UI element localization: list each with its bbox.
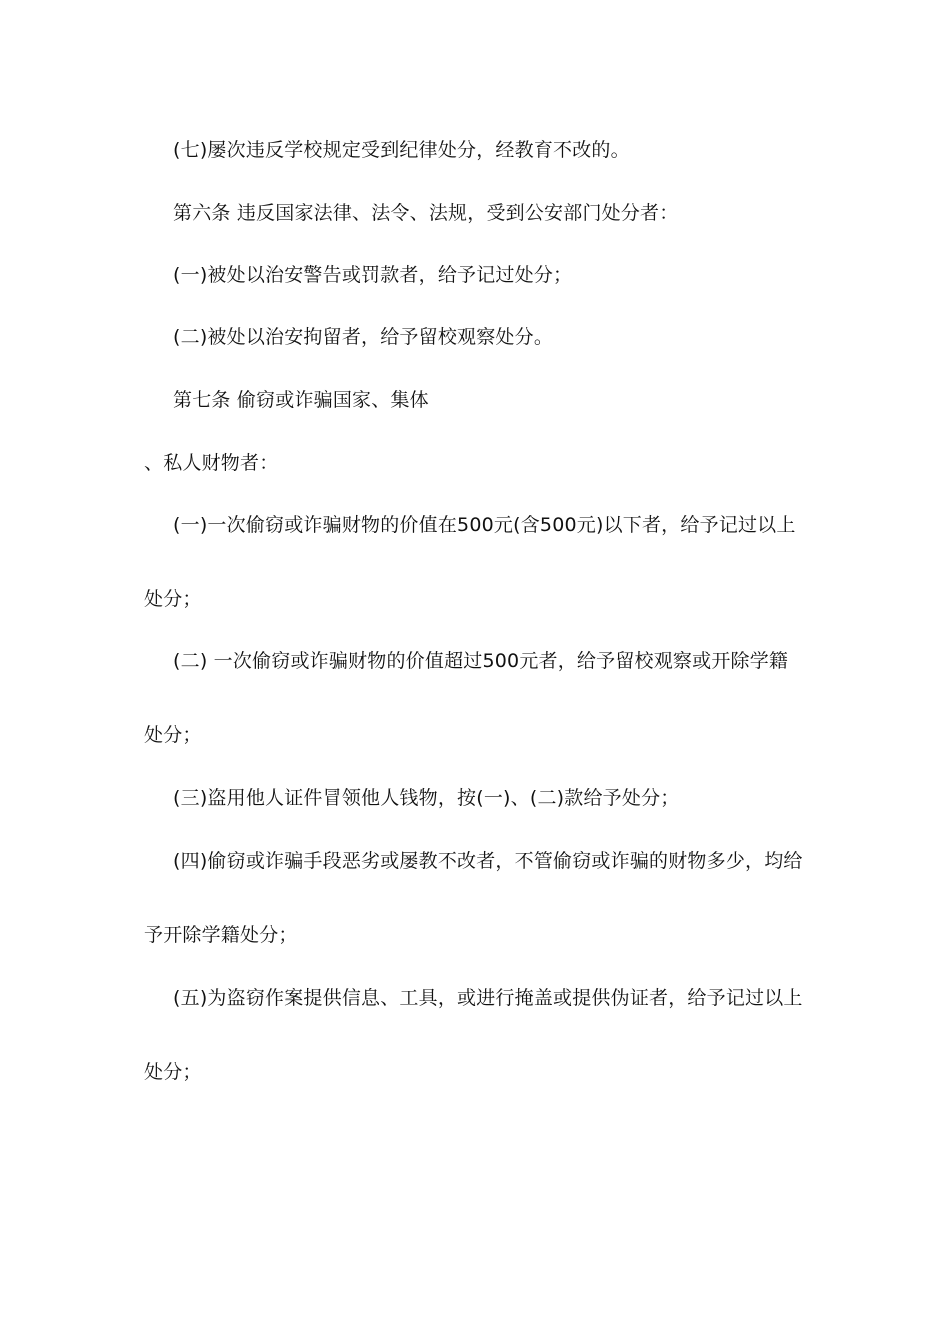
article-7-item-4-continued: 予开除学籍处分； [144,924,298,946]
article-7-item-3: (三)盗用他人证件冒领他人钱物，按(一)、(二)款给予处分； [173,787,680,809]
article-6-item-2: (二)被处以治安拘留者，给予留校观察处分。 [173,326,554,348]
article-7-item-1-continued: 处分； [144,588,202,610]
paragraph-clause-7: (七)屡次违反学校规定受到纪律处分，经教育不改的。 [173,139,630,161]
article-7-item-2-continued: 处分； [144,724,202,746]
article-7-item-1: (一)一次偷窃或诈骗财物的价值在500元(含500元)以下者，给予记过以上 [173,514,796,536]
article-7-item-5-continued: 处分； [144,1061,202,1083]
article-7-item-5: (五)为盗窃作案提供信息、工具，或进行掩盖或提供伪证者，给予记过以上 [173,987,803,1009]
article-7-item-2: (二) 一次偷窃或诈骗财物的价值超过500元者，给予留校观察或开除学籍 [173,650,789,672]
article-7-item-4: (四)偷窃或诈骗手段恶劣或屡教不改者，不管偷窃或诈骗的财物多少，均给 [173,850,803,872]
article-6-item-1: (一)被处以治安警告或罚款者，给予记过处分； [173,264,573,286]
article-7-heading: 第七条 偷窃或诈骗国家、集体 [173,389,429,411]
article-6-heading: 第六条 违反国家法律、法令、法规，受到公安部门处分者： [173,202,679,224]
article-7-heading-continued: 、私人财物者： [144,452,279,474]
